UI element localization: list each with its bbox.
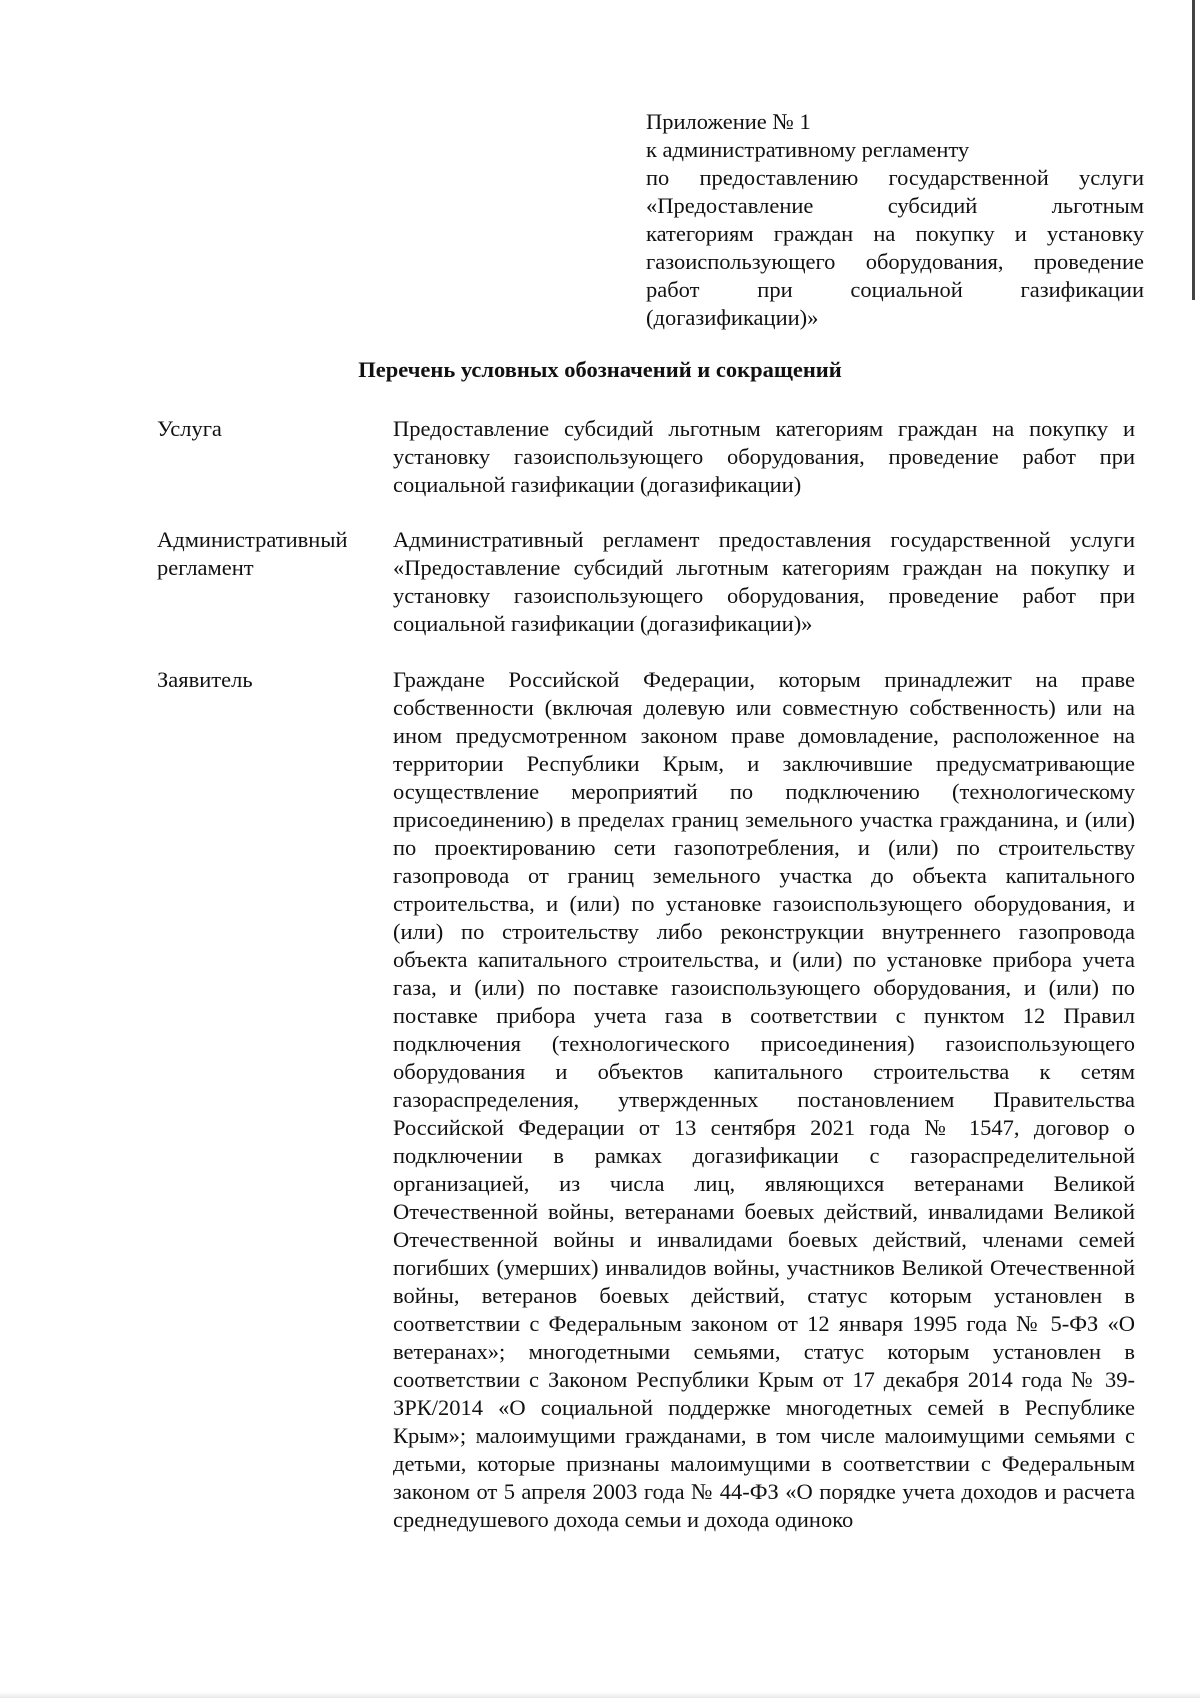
appendix-line: к административному регламенту xyxy=(646,137,970,162)
appendix-line: газоиспользующего оборудования, проведение xyxy=(646,249,1144,274)
entry-description: Административный регламент предоставления государственной услуги «Предоставление субсидий льготным категориям граждан на покупку и установку газоиспользующего оборудования, проведение работ при социальной газификации (догазификации)» xyxy=(393,527,1135,636)
entry-term: Услуга xyxy=(157,416,222,441)
entry-description: Граждане Российской Федерации, которым принадлежит на праве собственности (включая долевую или совместную собственность) или на ином предусмотренном законом праве домовладение, расположенное на территории Республики Крым, и заключившие предусматривающие осуществление мероприятий по подключению (технологическому присоединению) в пределах границ земельного участка гражданина, и (или) по проектированию сети газопотребления, и (или) по строительству газопровода от границ земельного участка до объекта капитального строительства, и (или) по установке газоиспользующего оборудования, и (или) по строительству либо реконструкции внутреннего газопровода объекта капитального строительства, и (или) по установке прибора учета газа, и (или) по поставке газоиспользующего оборудования, и (или) по поставке прибора учета газа в соответствии с пунктом 12 Правил подключения (технологического присоединения) газоиспользующего оборудования и объектов капитального строительства к сетям газораспределения, утвержденных постановлением Правительства Российской Федерации от 13 сентября 2021 года № 1547, договор о подключении в рамках догазификации с газораспределительной организацией, из числа лиц, являющихся ветеранами Великой Отечественной войны, ветеранами боевых действий, инвалидами Великой Отечественной войны и инвалидами боевых действий, членами семей погибших (умерших) инвалидов войны, участников Великой Отечественной войны, ветеранов боевых действий, статус которым установлен в соответствии с Федеральным законом от 12 января 1995 года № 5-ФЗ «О ветеранах»; многодетными семьями, статус которым установлен в соответствии с Законом Республики Крым от 17 декабря 2014 года № 39-ЗРК/2014 «О социальной поддержке многодетных семей в Республике Крым»; малоимущими гражданами, в том числе малоимущими семьями с детьми, которые признаны малоимущими в соответствии с Федеральным законом от 5 апреля 2003 года № 44-ФЗ «О порядке учета доходов и расчета среднедушевого дохода семьи и дохода одиноко xyxy=(393,667,1135,1532)
appendix-header xyxy=(646,108,1144,332)
entry-term: Заявитель xyxy=(157,667,253,692)
document-title: Перечень условных обозначений и сокращений xyxy=(358,357,842,382)
appendix-line: работ при социальной газификации xyxy=(646,277,1144,302)
appendix-line: Приложение № 1 xyxy=(646,109,811,134)
appendix-line: по предоставлению государственной услуги xyxy=(646,165,1144,190)
entry-description: Предоставление субсидий льготным категориям граждан на покупку и установку газоиспользующего оборудования, проведение работ при социальной газификации (догазификации) xyxy=(393,416,1135,497)
appendix-line: «Предоставление субсидий льготным xyxy=(646,193,1144,218)
entry-term: Административный регламент xyxy=(157,527,348,580)
appendix-line: (догазификации)» xyxy=(646,305,819,330)
scan-edge-right xyxy=(1191,0,1200,1698)
appendix-line: категориям граждан на покупку и установку xyxy=(646,221,1144,246)
scan-edge-bottom xyxy=(0,1692,1200,1698)
